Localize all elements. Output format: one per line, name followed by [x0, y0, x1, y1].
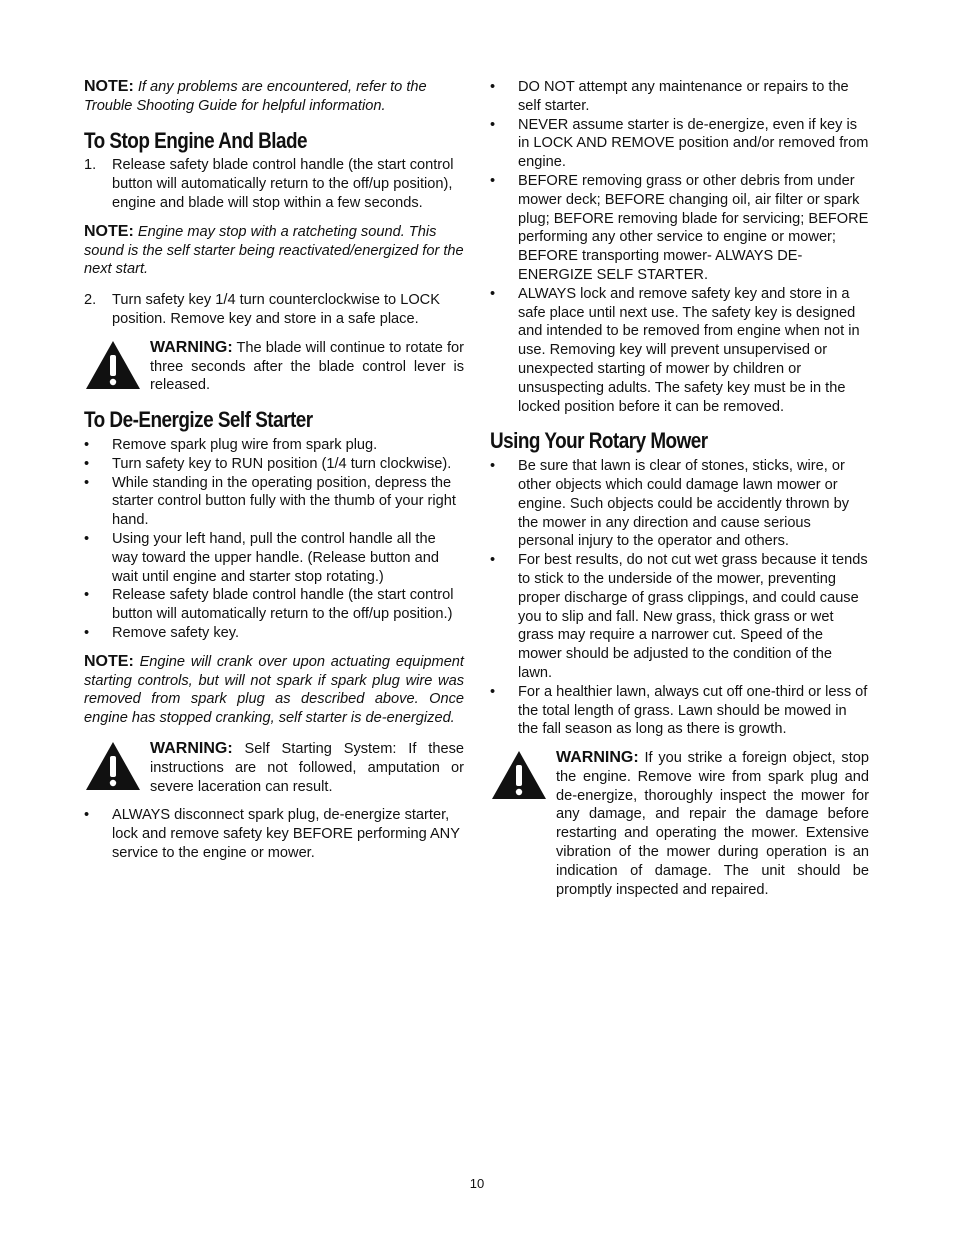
list-item: • ALWAYS disconnect spark plug, de-energize starter, lock and remove safety key BEFORE performing ANY service to the engine or mower. [84, 807, 460, 861]
heading-stop-engine: To Stop Engine And Blade [84, 127, 308, 153]
list-item: 2. Turn safety key 1/4 turn counterclockwise to LOCK position. Remove key and store in a safe place. [84, 292, 440, 327]
warning-triangle-icon [84, 339, 142, 391]
warning-self-starting: WARNING: Self Starting System: If these instructions are not followed, amputation or severe laceration can result. [84, 740, 464, 796]
safety-list [490, 78, 869, 416]
list-item: • While standing in the operating position, depress the starter control button fully with the thumb of your right hand. [84, 474, 456, 529]
note-ratcheting: NOTE: Engine may stop with a ratcheting sound. This sound is the self starter being reactivated/energized for the next start. [84, 222, 464, 278]
page-number: 10 [469, 1176, 485, 1191]
stop-steps-1 [84, 156, 464, 212]
left-column [84, 78, 464, 873]
stop-steps-2 [84, 291, 464, 329]
list-item: • NEVER assume starter is de-energize, even if key is in LOCK AND REMOVE position and/or removed from engine. [490, 116, 869, 171]
right-column [490, 78, 869, 909]
list-item: • For a healthier lawn, always cut off one-third or less of the total length of grass. Lawn should be mowed in the fall season as long as there is growth. [490, 683, 868, 738]
list-item: • Turn safety key to RUN position (1/4 turn clockwise). [84, 455, 452, 472]
list-item: • ALWAYS lock and remove safety key and store in a safe place until next use. The safety key is designed and intended to be removed from engine when not in use. Removing key will prevent unsupervised or unexpected starting of mower by children or unsuspecting adults. The safety key must be in the locked position before it can be removed. [490, 285, 860, 415]
list-item: • DO NOT attempt any maintenance or repairs to the self starter. [490, 79, 849, 114]
note-troubleshooting: NOTE: If any problems are encountered, refer to the Trouble Shooting Guide for helpful information. [84, 78, 427, 114]
list-item: • Remove safety key. [84, 624, 240, 641]
list-item: • Release safety blade control handle (the start control button will automatically return to the off/up position.) [84, 587, 454, 623]
final-list [84, 806, 464, 862]
list-item: • Remove spark plug wire from spark plug. [84, 436, 378, 453]
note-crank: NOTE: Engine will crank over upon actuating equipment starting controls, but will not spark if spark plug wire was removed from spark plug as described above. Once engine has stopped cranking, self starter is de-energized. [84, 652, 464, 727]
list-item: • BEFORE removing grass or other debris from under mower deck; BEFORE changing oil, air filter or spark plug; BEFORE removing blade for servicing; BEFORE performing any other service to engine or mower; BEFORE transporting mower- ALWAYS DE-ENERGIZE SELF STARTER. [490, 172, 869, 283]
list-item: • Be sure that lawn is clear of stones, sticks, wire, or other objects which could damage lawn mower or engine. Such objects could be accidently thrown by the mower in any direction and cause serious personal injury to the operator and others. [490, 458, 849, 550]
warning-foreign-object: WARNING: If you strike a foreign object, stop the engine. Remove wire from spark plug and de-energize, thoroughly inspect the mower for any damage, and repair the damage before restarting and operating the mower. Extensive vibration of the mower during operation is an indication of damage. The unit should be promptly inspected and repaired. [490, 749, 869, 899]
list-item: • For best results, do not cut wet grass because it tends to stick to the underside of the mower, preventing proper discharge of grass clippings, and could cause you to slip and fall. New grass, thick grass or wet grass may require a narrower cut. Speed of the mower should be adjusted to the condition of the lawn. [490, 552, 868, 681]
deenergize-list [84, 436, 464, 643]
warning-triangle-icon [84, 740, 142, 792]
list-item: • Using your left hand, pull the control handle all the way toward the upper handle. (Release button and wait until engine and starter stop rotating.) [84, 530, 439, 585]
warning-triangle-icon [490, 749, 548, 801]
list-item: 1. Release safety blade control handle (the start control button will automatically return to the off/up position), engine and blade will stop within a few seconds. [84, 157, 454, 211]
heading-deenergize: To De-Energize Self Starter [84, 407, 313, 433]
heading-using-mower: Using Your Rotary Mower [490, 428, 708, 454]
using-list [490, 457, 869, 739]
warning-blade: WARNING: The blade will continue to rotate for three seconds after the blade control lever is released. [84, 339, 464, 395]
